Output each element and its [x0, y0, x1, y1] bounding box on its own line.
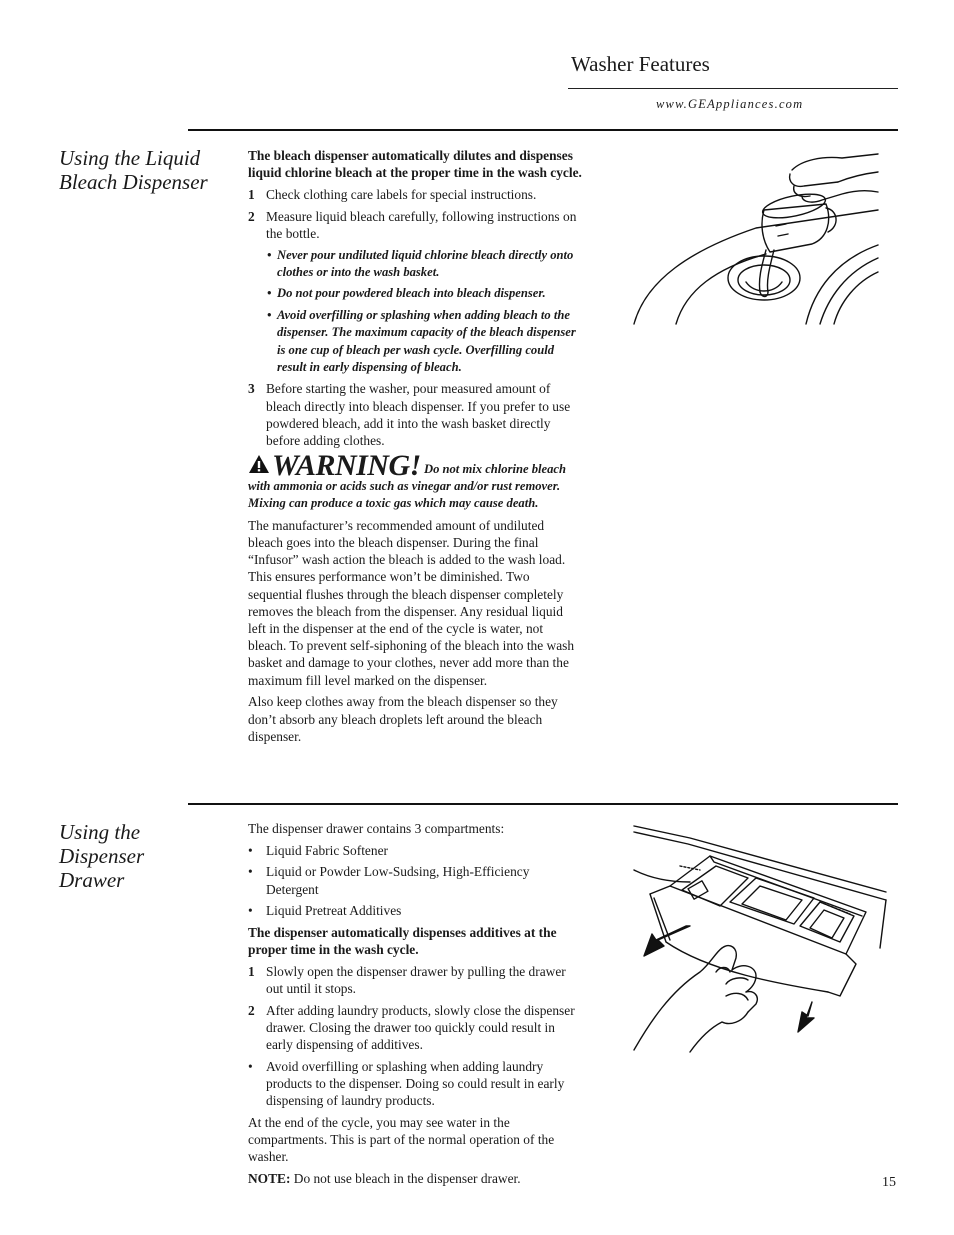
warning-triangle-icon	[248, 454, 270, 474]
bleach-paragraph: Also keep clothes away from the bleach dispenser so they don’t absorb any bleach droplets left around the bleach dispenser.	[248, 694, 558, 744]
bleach-intro: The bleach dispenser automatically dilutes and dispenses liquid chlorine bleach at the proper time in the wash cycle.	[248, 148, 582, 181]
bleach-caution: • Do not pour powdered bleach into bleach dispenser.	[267, 286, 546, 301]
bleach-caution: • Avoid overfilling or splashing when adding bleach to the dispenser. The maximum capacity of the bleach dispenser is one cup of bleach per wash cycle. Overfilling could result in early dispensing of bleach.	[267, 308, 576, 374]
bleach-dispenser-text	[248, 147, 582, 750]
compartment-item: • Liquid or Powder Low-Sudsing, High-Efficiency Detergent	[248, 864, 530, 897]
dispenser-drawer-illustration	[630, 822, 888, 1054]
section-title-bleach: Using the Liquid Bleach Dispenser	[59, 146, 208, 194]
page-header-title: Washer Features	[571, 52, 710, 76]
pouring-bleach-illustration	[606, 150, 882, 328]
drawer-step: 1 Slowly open the dispenser drawer by pulling the drawer out until it stops.	[248, 963, 566, 997]
warning-label: WARNING!	[272, 448, 421, 482]
drawer-caution: • Avoid overfilling or splashing when adding laundry products to the dispenser. Doing so could result in early dispensing of laundry products.	[248, 1058, 565, 1109]
warning-text: Do not mix chlorine bleach with ammonia or acids such as vinegar and/or rust remover. Mixing can produce a toxic gas which may cause death.	[248, 461, 567, 511]
drawer-bold-note: The dispenser automatically dispenses additives at the proper time in the wash cycle.	[248, 925, 557, 958]
drawer-paragraph: At the end of the cycle, you may see water in the compartments. This is part of the normal operation of the washer.	[248, 1115, 555, 1165]
compartment-item: • Liquid Fabric Softener	[248, 842, 388, 858]
bleach-caution: • Never pour undiluted liquid chlorine bleach directly onto clothes or into the wash basket.	[267, 247, 574, 279]
bleach-step: 3 Before starting the washer, pour measured amount of bleach directly into bleach dispenser. If you prefer to use powdered bleach, add it into the wash basket directly before adding clothes.	[248, 381, 571, 449]
section-title-drawer: Using the Dispenser Drawer	[59, 820, 145, 892]
dispenser-drawer-text	[248, 820, 582, 1192]
header-divider	[568, 88, 898, 89]
drawer-intro: The dispenser drawer contains 3 compartments:	[248, 821, 505, 836]
warning-block	[248, 448, 582, 513]
section-divider	[188, 803, 898, 805]
compartment-item: • Liquid Pretreat Additives	[248, 903, 402, 919]
bleach-paragraph: The manufacturer’s recommended amount of undiluted bleach goes into the bleach dispenser. During the final “Infusor” wash action the bleach is added to the wash load. This ensures performance won’t be diminished. Two sequential flushes through the bleach dispenser completely removes the bleach from the dispenser. Any residual liquid left in the dispenser at the end of the cycle is water, not bleach. To prevent self-siphoning of the bleach into the wash basket and damage to your clothes, never add more than the maximum fill level marked on the dispenser.	[248, 517, 575, 688]
bleach-step: 1 Check clothing care labels for special instructions.	[248, 186, 537, 202]
section-divider	[188, 129, 898, 131]
bleach-step: 2 Measure liquid bleach carefully, following instructions on the bottle.	[248, 208, 577, 241]
website-url: www.GEAppliances.com	[656, 97, 804, 111]
page-number: 15	[882, 1175, 896, 1190]
drawer-step: 2 After adding laundry products, slowly close the dispenser drawer. Closing the drawer too quickly could result in early dispensing of additives.	[248, 1002, 575, 1053]
drawer-note: NOTE: Do not use bleach in the dispenser drawer.	[248, 1171, 521, 1187]
